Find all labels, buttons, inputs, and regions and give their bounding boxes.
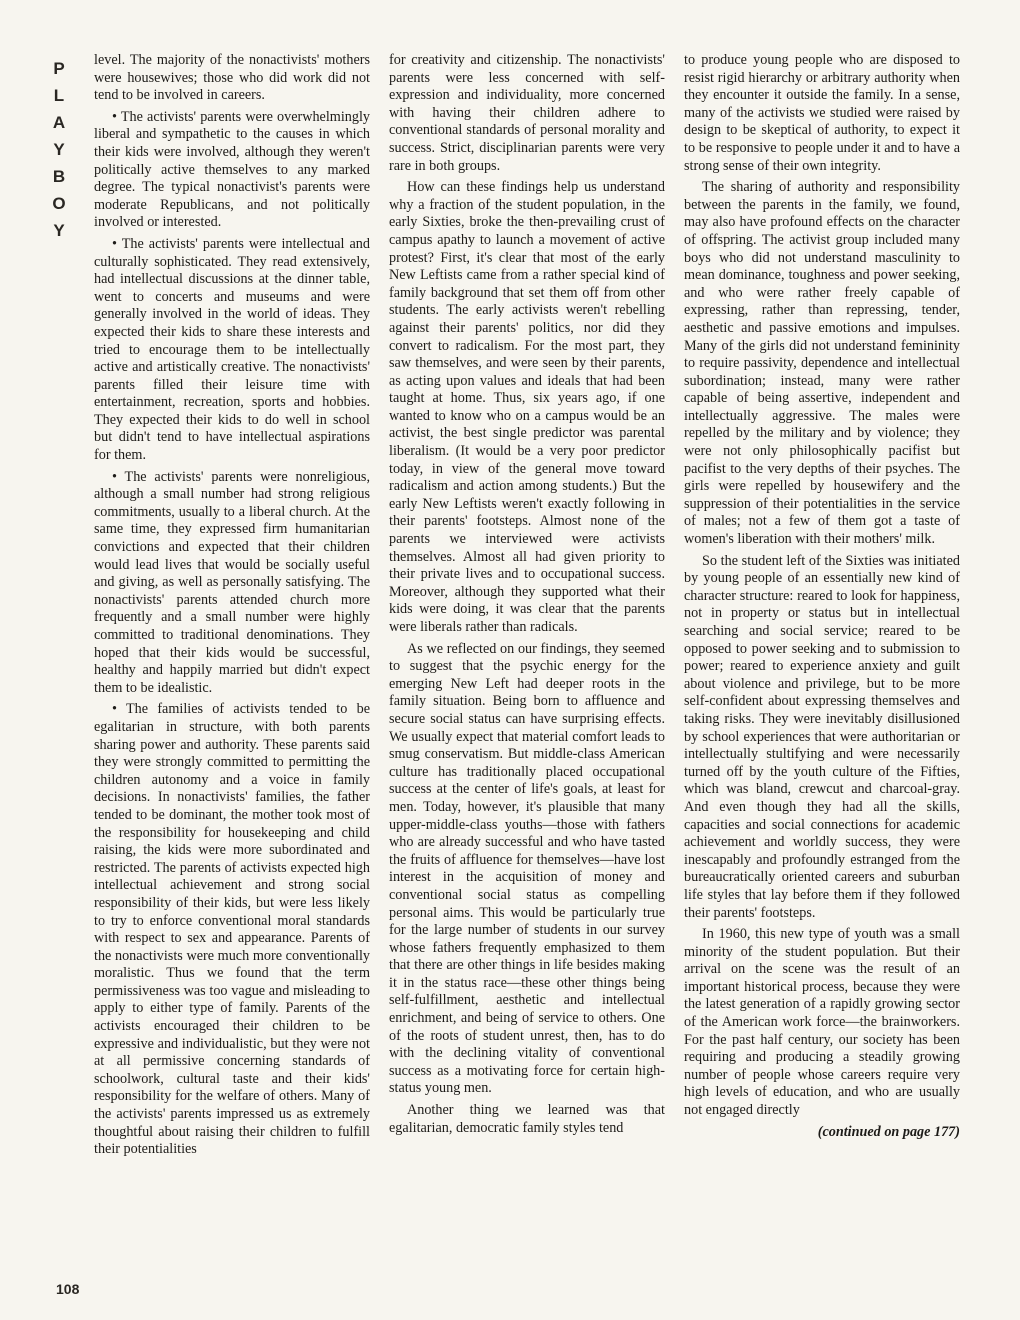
logo-letter: A [52, 113, 66, 132]
logo-letter: L [53, 86, 65, 105]
paragraph: As we reflected on our findings, they seemed to suggest that the psychic energy for the emerging New Left had deeper roots in the family situation. Being born to affluence and secure social status can have surprising effects. We usually expect that material comfort leads to smug conservatism. But middle-class American culture has traditionally placed occupational success at the center of life's goals, at least for men. Today, however, it's plausible that many upper-middle-class youths—those with fathers who are already successful and who have tasted the fruits of affluence for themselves—have lost interest in the acquisition of money and conventional social status as compelling personal aims. This would be particularly true for the large number of students in our survey whose fathers frequently emphasized to them that there are other things in life besides making it in the status race—these other things being self-fulfillment, aesthetic and intellectual enrichment, and being of service to others. One of the roots of student unrest, then, has to do with the declining vitality of conventional success as a motivating force for certain high-status young men. [389, 640, 665, 1097]
paragraph: In 1960, this new type of youth was a small minority of the student population. But their arrival on the scene was the result of an important historical process, because they were the latest generation of a rapidly growing sector of the American work force—the brainworkers. For the past half century, our society has been requiring and producing a steadily growing number of people whose careers require very high levels of education, and who are usually not engaged directly [684, 926, 960, 1119]
paragraph: level. The majority of the nonactivists' mothers were housewives; those who did work did not tend to be involved in careers. [94, 52, 370, 104]
magazine-name-vertical [44, 55, 74, 244]
paragraph: for creativity and citizenship. The nonactivists' parents were less concerned with self-expression and individuality, more concerned with having their children adhere to conventional standards of personal morality and success. Strict, disciplinarian parents were very rare in both groups. [389, 52, 665, 174]
paragraph: How can these findings help us understand why a fraction of the student population, in the early Sixties, broke the then-prevailing crust of campus apathy to launch a movement of active protest? First, it's clear that most of the early New Leftists came from a rather special kind of family background that set them off from other students. The early activists weren't rebelling against their parents' politics, nor did they convert to radicalism. For the most part, they saw themselves, and were seen by their parents, as acting upon values and ideals that had been taught at home. Thus, six years ago, if one wanted to know who on a campus would be an activist, the best single predictor was parental liberalism. (It would be a very poor predictor today, in view of the general move toward radicalism and action among students.) But the early New Leftists weren't exactly following in their parents' footsteps. Almost none of the parents we interviewed were activists themselves. Almost all had given priority to their private lives and to occupational success. Moreover, although they supported what their kids were doing, it was clear that the parents were liberals rather than radicals. [389, 179, 665, 635]
bullet-paragraph: • The activists' parents were nonreligious, although a small number had strong religious commitments, usually to a liberal church. At the same time, they expressed firm humanitarian convictions and expected that their children would lead lives that would be socially useful and giving, as well as personally satisfying. The nonactivists' parents attended church more frequently and a small number were highly committed to traditional denominations. They hoped that their kids would be successful, healthy and happily married but didn't expect them to be idealistic. [94, 468, 370, 696]
paragraph: Another thing we learned was that egalitarian, democratic family styles tend [389, 1102, 665, 1136]
logo-letter: P [53, 59, 65, 78]
bullet-paragraph: • The activists' parents were overwhelmingly liberal and sympathetic to the causes in which their kids were involved, although they weren't politically active themselves to any marked degree. The typical nonactivist's parents were moderate Republicans, and not politically involved or interested. [94, 108, 370, 231]
logo-letter: Y [53, 221, 65, 240]
paragraph: The sharing of authority and responsibility between the parents in the family, we found, may also have profound effects on the character of offspring. The activist group included many boys who did not understand masculinity to mean dominance, toughness and power seeking, and who were rather freely capable of expressing, rather than repressing, tender, aesthetic and passive emotions and impulses. Many of the girls did not understand femininity to require passivity, dependence and intellectual subordination; instead, many were rather capable of being assertive, independent and intellectually aggressive. The males were repelled by the military and by violence; they were not only philosophically pacifist but pacifist to the very depths of their psyches. The girls were repelled by housewifery and the suppression of their potentialities in the service of males; not a few of them got a taste of women's liberation with their mothers' milk. [684, 179, 960, 548]
paragraph: So the student left of the Sixties was initiated by young people of an essentially new kind of character structure: reared to look for happiness, not in property or status but in intellectual searching and social service; reared to be opposed to power seeking and to submission to power; reared to experience anxiety and guilt about violence and privilege, but to be more self-confident about expressing themselves and taking risks. They were inevitably disillusioned by school experiences that were authoritarian or intellectually stultifying and were necessarily turned off by the youth culture of the Fifties, which was bland, crewcut and charcoal-gray. And even though they had all the skills, capacities and social connections for academic achievement and worldly success, they were inescapably and profoundly estranged from the bureaucratically oriented careers and suburban life styles that lay before them if they followed their parents' footsteps. [684, 552, 960, 921]
bullet-paragraph: • The families of activists tended to be egalitarian in structure, with both parents sharing power and authority. These parents said they were strongly committed to permitting the children autonomy and a voice in family decisions. In nonactivists' families, the father tended to be dominant, the mother took most of the responsibility for housekeeping and child raising, the kids were more subordinated and restricted. The parents of activists expected high intellectual achievement and strong social responsibility of their kids, but were less likely to try to enforce conventional moral standards with respect to sex and appearance. Parents of the nonactivists were much more conventionally moralistic. Thus we found that the term permissiveness was too vague and misleading to apply to either type of family. Parents of the activists encouraged their children to be expressive and individualistic, but they were not at all permissive concerning standards of schoolwork, cultural taste and their kids' responsibility for the welfare of others. Many of the activists' parents impressed us as extremely thoughtful about raising their children to fulfill their potentialities [94, 701, 370, 1158]
article-column-2 [389, 52, 665, 1141]
logo-letter: O [52, 194, 66, 213]
continued-on-note: (continued on page 177) [817, 1123, 960, 1140]
paragraph: to produce young people who are disposed to resist rigid hierarchy or arbitrary authority when they encounter it outside the family. In a sense, many of the activists we studied were raised by design to be skeptical of authority, to expect it to be responsive to people under it and to have a strong sense of their own integrity. [684, 52, 960, 174]
article-column-1 [94, 52, 370, 1163]
logo-letter: Y [53, 140, 65, 159]
article-column-3 [684, 52, 960, 1141]
bullet-paragraph: • The activists' parents were intellectual and culturally sophisticated. They read extensively, had intellectual discussions at the dinner table, went to concerts and museums and were generally involved in the world of ideas. They expected their kids to share these interests and tried to encourage them to be intellectually active and artistically creative. The nonactivists' parents filled their leisure time with entertainment, recreation, sports and hobbies. They expected their kids to do well in school but didn't tend to have intellectual aspirations for them. [94, 235, 370, 464]
page-number: 108 [56, 1281, 80, 1297]
logo-letter: B [52, 167, 66, 186]
